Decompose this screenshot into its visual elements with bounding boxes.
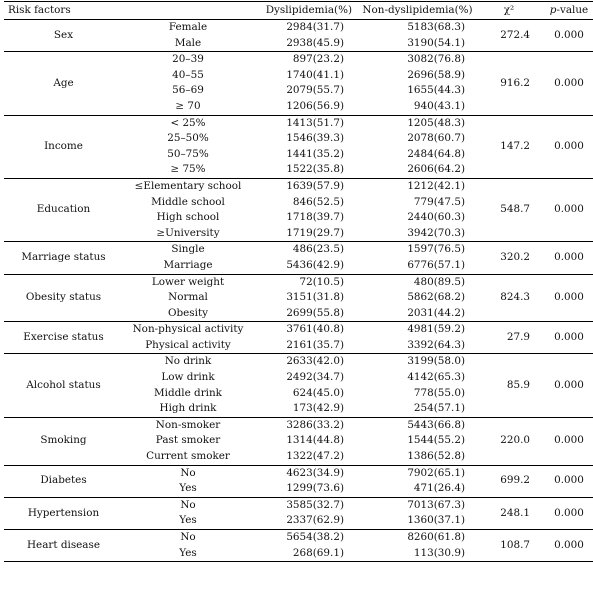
category-cell: No drink (164, 355, 212, 368)
p-value-cell: 0.000 (538, 20, 593, 52)
non-dyslipidemia-cell: 4981(59.2) (407, 323, 465, 336)
risk-factor-cell: Marriage status (4, 242, 123, 274)
risk-factor-cell: Heart disease (4, 530, 123, 562)
p-value-cell: 0.000 (538, 52, 593, 115)
header-category (123, 2, 253, 20)
category-cell: Marriage (123, 258, 253, 274)
table-row (4, 354, 593, 370)
chi-square-cell: 916.2 (477, 52, 538, 115)
p-value-cell: 0.000 (538, 178, 593, 241)
category-cell: Single (171, 243, 205, 256)
non-dyslipidemia-cell: 3199(58.0) (407, 355, 465, 368)
table-header-row (4, 2, 593, 20)
dyslipidemia-cell: 268(69.1) (253, 546, 358, 562)
dyslipidemia-cell: 5654(38.2) (286, 531, 344, 543)
chi-square-cell: 27.9 (477, 322, 538, 354)
dyslipidemia-cell: 72(10.5) (299, 275, 344, 288)
chi-square-cell: 699.2 (477, 465, 538, 497)
category-cell: Yes (123, 513, 253, 529)
dyslipidemia-cell: 2161(35.7) (253, 338, 358, 354)
p-value-cell: 0.000 (538, 242, 593, 274)
dyslipidemia-cell: 486(23.5) (292, 243, 344, 256)
category-cell: Yes (123, 481, 253, 497)
risk-factor-cell: Exercise status (4, 322, 123, 354)
non-dyslipidemia-cell: 940(43.1) (358, 99, 477, 115)
dyslipidemia-cell: 1413(51.7) (286, 116, 344, 129)
non-dyslipidemia-cell: 1544(55.2) (407, 434, 465, 447)
category-cell: ≥University (123, 226, 253, 242)
category-cell: Middle school (151, 195, 225, 208)
table-row (4, 417, 593, 433)
dyslipidemia-cell: 624(45.0) (292, 386, 344, 399)
category-cell: No (180, 466, 196, 479)
category-cell: 56–69 (172, 84, 204, 97)
dyslipidemia-cell: 2984(31.7) (286, 21, 344, 33)
non-dyslipidemia-cell: 1360(37.1) (358, 513, 477, 529)
risk-factor-cell: Diabetes (4, 465, 123, 497)
category-cell: Physical activity (123, 338, 253, 354)
dyslipidemia-cell: 1299(73.6) (253, 481, 358, 497)
table-row (4, 497, 593, 513)
dyslipidemia-cell: 1546(39.3) (286, 132, 344, 145)
dyslipidemia-cell: 1441(35.2) (286, 147, 344, 160)
table-body (4, 20, 593, 562)
chi-square-cell: 85.9 (477, 354, 538, 417)
non-dyslipidemia-cell: 778(55.0) (413, 386, 465, 399)
dyslipidemia-cell: 897(23.2) (292, 53, 344, 66)
dyslipidemia-cell: 1322(47.2) (253, 449, 358, 465)
non-dyslipidemia-cell: 6776(57.1) (358, 258, 477, 274)
p-value-cell: 0.000 (538, 354, 593, 417)
non-dyslipidemia-cell: 1212(42.1) (407, 179, 465, 192)
table-row (4, 530, 593, 546)
p-value-cell: 0.000 (538, 115, 593, 178)
chi-square-cell: 824.3 (477, 274, 538, 322)
category-cell: 25–50% (167, 132, 209, 145)
chi-square-cell: 320.2 (477, 242, 538, 274)
category-cell: ≥ 70 (123, 99, 253, 115)
category-cell: Past smoker (155, 434, 221, 447)
table-row (4, 178, 593, 194)
dyslipidemia-cell: 846(52.5) (292, 195, 344, 208)
non-dyslipidemia-cell: 2484(64.8) (407, 147, 465, 160)
non-dyslipidemia-cell: 2440(60.3) (407, 211, 465, 224)
category-cell: Lower weight (151, 275, 225, 288)
risk-factor-cell: Sex (4, 20, 123, 52)
non-dyslipidemia-cell: 7902(65.1) (407, 466, 465, 479)
category-cell: 50–75% (167, 147, 209, 160)
dyslipidemia-cell: 2337(62.9) (253, 513, 358, 529)
dyslipidemia-cell: 2699(55.8) (253, 306, 358, 322)
p-value-cell: 0.000 (538, 417, 593, 465)
risk-factors-table (4, 1, 593, 562)
category-cell: Yes (123, 546, 253, 562)
dyslipidemia-cell: 4623(34.9) (286, 466, 344, 479)
chi-square-cell: 248.1 (477, 497, 538, 529)
dyslipidemia-cell: 1639(57.9) (286, 179, 344, 192)
risk-factor-cell: Smoking (4, 417, 123, 465)
category-cell: Male (123, 36, 253, 52)
dyslipidemia-cell: 2938(45.9) (253, 36, 358, 52)
category-cell: Low drink (161, 371, 215, 384)
dyslipidemia-cell: 1522(35.8) (253, 162, 358, 178)
non-dyslipidemia-cell: 2078(60.7) (407, 132, 465, 145)
non-dyslipidemia-cell: 3392(64.3) (358, 338, 477, 354)
non-dyslipidemia-cell: 5862(68.2) (407, 291, 465, 304)
table-row (4, 52, 593, 68)
header-non-dyslipidemia: Non-dyslipidemia(%) (358, 2, 477, 20)
category-cell: High drink (123, 401, 253, 417)
non-dyslipidemia-cell: 1205(48.3) (407, 116, 465, 129)
dyslipidemia-cell: 3286(33.2) (286, 418, 344, 431)
non-dyslipidemia-cell: 3190(54.1) (358, 36, 477, 52)
table-row (4, 465, 593, 481)
table-row (4, 242, 593, 258)
non-dyslipidemia-cell: 2606(64.2) (358, 162, 477, 178)
category-cell: < 25% (170, 116, 206, 129)
header-risk-factors: Risk factors (4, 2, 123, 20)
non-dyslipidemia-cell: 2696(58.9) (407, 68, 465, 81)
header-dyslipidemia: Dyslipidemia(%) (253, 2, 358, 20)
non-dyslipidemia-cell: 254(57.1) (358, 401, 477, 417)
chi-square-cell: 147.2 (477, 115, 538, 178)
risk-factor-cell: Hypertension (4, 497, 123, 529)
dyslipidemia-cell: 5436(42.9) (253, 258, 358, 274)
category-cell: 40–55 (172, 68, 204, 81)
non-dyslipidemia-cell: 3082(76.8) (407, 53, 465, 66)
table-row (4, 115, 593, 131)
dyslipidemia-cell: 2633(42.0) (286, 355, 344, 368)
category-cell: High school (156, 211, 220, 224)
header-p-value (538, 2, 593, 20)
category-cell: Obesity (123, 306, 253, 322)
p-value-cell: 0.000 (538, 497, 593, 529)
chi-square-cell: 220.0 (477, 417, 538, 465)
dyslipidemia-cell: 3151(31.8) (286, 291, 344, 304)
dyslipidemia-cell: 1718(39.7) (286, 211, 344, 224)
non-dyslipidemia-cell: 1655(44.3) (407, 84, 465, 97)
non-dyslipidemia-cell: 4142(65.3) (407, 371, 465, 384)
header-p-rest: -value (556, 4, 589, 16)
non-dyslipidemia-cell: 2031(44.2) (358, 306, 477, 322)
non-dyslipidemia-cell: 471(26.4) (358, 481, 477, 497)
category-cell: Normal (168, 291, 208, 304)
table-row (4, 274, 593, 290)
category-cell: Current smoker (123, 449, 253, 465)
table-row (4, 20, 593, 36)
risk-factor-cell: Education (4, 178, 123, 241)
risk-factor-cell: Income (4, 115, 123, 178)
non-dyslipidemia-cell: 5183(68.3) (407, 21, 465, 33)
non-dyslipidemia-cell: 1597(76.5) (407, 243, 465, 256)
category-cell: 20–39 (172, 53, 204, 66)
dyslipidemia-cell: 1719(29.7) (253, 226, 358, 242)
category-cell: Middle drink (154, 386, 222, 399)
dyslipidemia-cell: 2492(34.7) (286, 371, 344, 384)
category-cell: Non-physical activity (132, 323, 244, 336)
category-cell: ≤Elementary school (134, 179, 242, 192)
p-value-cell: 0.000 (538, 465, 593, 497)
non-dyslipidemia-cell: 779(47.5) (413, 195, 465, 208)
dyslipidemia-cell: 1740(41.1) (286, 68, 344, 81)
p-value-cell: 0.000 (538, 530, 593, 562)
non-dyslipidemia-cell: 7013(67.3) (407, 498, 465, 511)
non-dyslipidemia-cell: 5443(66.8) (407, 418, 465, 431)
dyslipidemia-cell: 3585(32.7) (286, 498, 344, 511)
category-cell: No (180, 531, 196, 543)
dyslipidemia-cell: 1206(56.9) (253, 99, 358, 115)
category-cell: Non-smoker (155, 418, 221, 431)
category-cell: No (180, 498, 196, 511)
dyslipidemia-cell: 173(42.9) (253, 401, 358, 417)
non-dyslipidemia-cell: 8260(61.8) (407, 531, 465, 543)
category-cell: ≥ 75% (123, 162, 253, 178)
header-chi-square: χ² (477, 2, 538, 20)
non-dyslipidemia-cell: 3942(70.3) (358, 226, 477, 242)
header-p-italic: p (549, 4, 557, 16)
chi-square-cell: 108.7 (477, 530, 538, 562)
non-dyslipidemia-cell: 480(89.5) (413, 275, 465, 288)
table-row (4, 322, 593, 338)
p-value-cell: 0.000 (538, 322, 593, 354)
p-value-cell: 0.000 (538, 274, 593, 322)
dyslipidemia-cell: 1314(44.8) (286, 434, 344, 447)
non-dyslipidemia-cell: 113(30.9) (358, 546, 477, 562)
dyslipidemia-cell: 2079(55.7) (286, 84, 344, 97)
chi-square-cell: 272.4 (477, 20, 538, 52)
risk-factor-cell: Obesity status (4, 274, 123, 322)
category-cell: Female (168, 21, 208, 33)
risk-factor-cell: Age (4, 52, 123, 115)
dyslipidemia-cell: 3761(40.8) (286, 323, 344, 336)
non-dyslipidemia-cell: 1386(52.8) (358, 449, 477, 465)
chi-square-cell: 548.7 (477, 178, 538, 241)
risk-factor-cell: Alcohol status (4, 354, 123, 417)
